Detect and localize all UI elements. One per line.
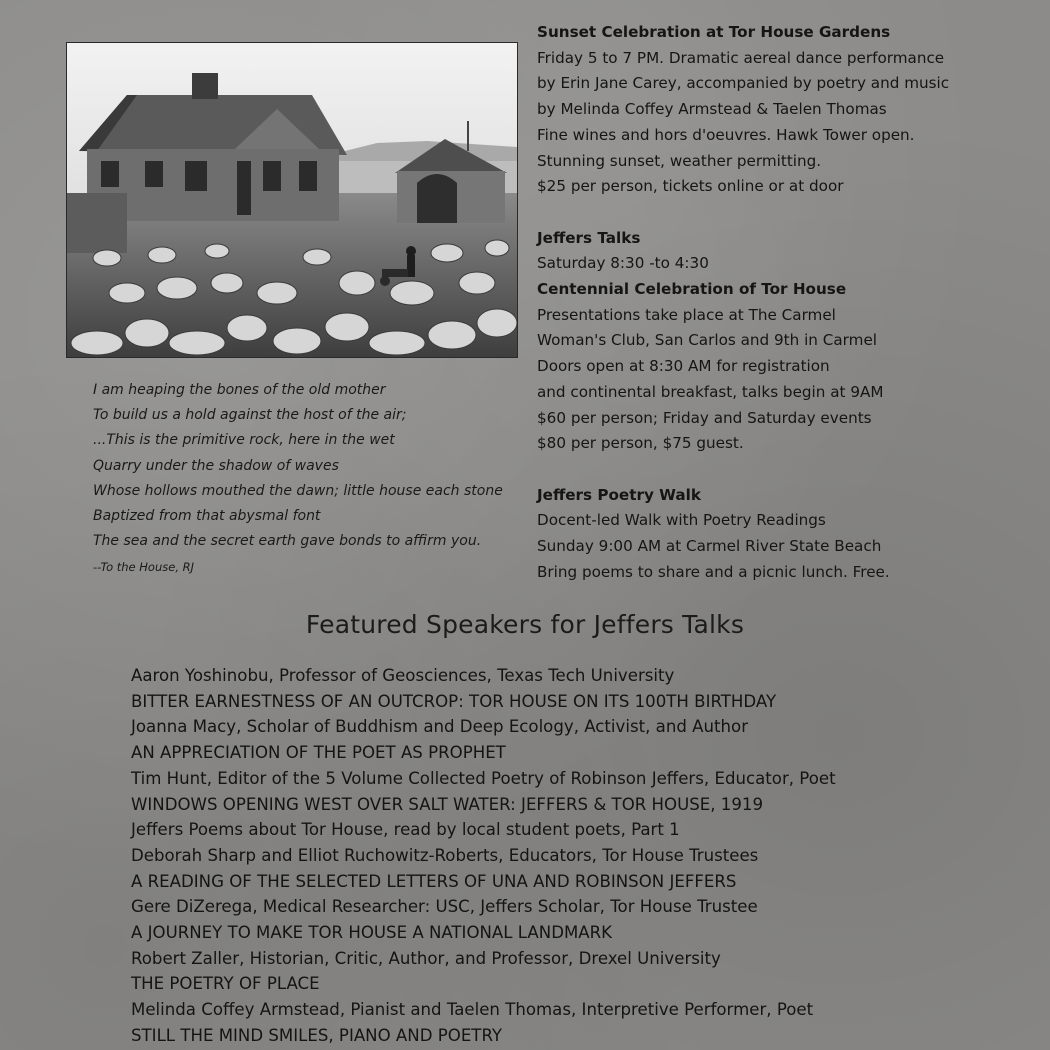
speaker-name: Gere DiZerega, Medical Researcher: USC, Jeffers Scholar, Tor House Trustee <box>131 897 758 917</box>
talk-title: STILL THE MIND SMILES, PIANO AND POETRY <box>131 1025 503 1045</box>
poem-line: To build us a hold against the host of the air; <box>93 407 407 424</box>
event-line: $60 per person; Friday and Saturday events <box>537 408 872 427</box>
speaker-name: Tim Hunt, Editor of the 5 Volume Collected Poetry of Robinson Jeffers, Educator, Poet <box>131 768 836 788</box>
talk-title: WINDOWS OPENING WEST OVER SALT WATER: JEFFERS & TOR HOUSE, 1919 <box>131 794 764 814</box>
poem-line: Quarry under the shadow of waves <box>93 457 339 474</box>
event-line: Woman's Club, San Carlos and 9th in Carmel <box>537 331 878 350</box>
poem-line: ...This is the primitive rock, here in the wet <box>93 432 395 449</box>
event-line: $80 per person, $75 guest. <box>537 434 744 453</box>
speakers-heading: Featured Speakers for Jeffers Talks <box>305 610 745 639</box>
speaker-entry <box>131 894 1011 945</box>
poem-excerpt <box>93 378 523 580</box>
event-line: Docent-led Walk with Poetry Readings <box>537 511 826 530</box>
event-line: Sunday 9:00 AM at Carmel River State Beach <box>537 537 882 556</box>
speaker-name: Deborah Sharp and Elliot Ruchowitz-Roberts, Educators, Tor House Trustees <box>131 845 759 865</box>
events-column <box>537 20 1007 611</box>
speaker-entry <box>131 843 1011 894</box>
poem-attribution: --To the House, RJ <box>93 560 195 575</box>
speaker-entry <box>131 766 1011 817</box>
speaker-name: Melinda Coffey Armstead, Pianist and Taelen Thomas, Interpretive Performer, Poet <box>131 1000 814 1020</box>
talk-title: AN APPRECIATION OF THE POET AS PROPHET <box>131 743 506 763</box>
poem-line: Whose hollows mouthed the dawn; little house each stone <box>93 482 503 499</box>
event-poetry-walk <box>537 483 1007 586</box>
event-sunset-celebration <box>537 20 1007 200</box>
event-line: Doors open at 8:30 AM for registration <box>537 357 830 376</box>
event-line: Friday 5 to 7 PM. Dramatic aereal dance performance <box>537 48 945 67</box>
event-line: Stunning sunset, weather permitting. <box>537 151 822 170</box>
event-line: by Erin Jane Carey, accompanied by poetry and music <box>537 74 950 93</box>
event-time: Saturday 8:30 -to 4:30 <box>537 254 709 273</box>
speaker-entry <box>131 997 1011 1048</box>
speaker-entry <box>131 817 1011 843</box>
tor-house-photo <box>66 42 518 358</box>
speaker-entry <box>131 663 1011 714</box>
poem-line: I am heaping the bones of the old mother <box>93 382 386 398</box>
talk-title: THE POETRY OF PLACE <box>131 974 320 994</box>
speaker-entry <box>131 946 1011 997</box>
event-line: Bring poems to share and a picnic lunch. Free. <box>537 562 890 581</box>
speaker-name: Aaron Yoshinobu, Professor of Geosciences, Texas Tech University <box>131 666 675 685</box>
talk-title: A JOURNEY TO MAKE TOR HOUSE A NATIONAL LANDMARK <box>131 923 613 943</box>
speaker-name: Jeffers Poems about Tor House, read by local student poets, Part 1 <box>131 820 680 840</box>
event-line: $25 per person, tickets online or at door <box>537 177 844 196</box>
event-title: Jeffers Poetry Walk <box>537 485 701 504</box>
speaker-entry <box>131 714 1011 765</box>
event-line: and continental breakfast, talks begin at 9AM <box>537 382 884 401</box>
event-title: Sunset Celebration at Tor House Gardens <box>537 23 891 41</box>
talk-title: A READING OF THE SELECTED LETTERS OF UNA AND ROBINSON JEFFERS <box>131 871 737 891</box>
event-subheading: Centennial Celebration of Tor House <box>537 280 847 299</box>
event-line: Presentations take place at The Carmel <box>537 305 836 324</box>
poem-line: The sea and the secret earth gave bonds to affirm you. <box>93 533 482 550</box>
event-line: Fine wines and hors d'oeuvres. Hawk Tower open. <box>537 125 915 144</box>
talk-title: BITTER EARNESTNESS OF AN OUTCROP: TOR HOUSE ON ITS 100TH BIRTHDAY <box>131 691 777 711</box>
event-jeffers-talks <box>537 226 1007 457</box>
speakers-list <box>131 663 1011 1049</box>
speaker-name: Robert Zaller, Historian, Critic, Author, and Professor, Drexel University <box>131 948 721 968</box>
tor-house-illustration <box>67 43 517 357</box>
event-line: by Melinda Coffey Armstead & Taelen Thomas <box>537 100 887 119</box>
event-title: Jeffers Talks <box>537 228 641 247</box>
poem-line: Baptized from that abysmal font <box>93 508 321 525</box>
speaker-name: Joanna Macy, Scholar of Buddhism and Deep Ecology, Activist, and Author <box>131 717 749 737</box>
